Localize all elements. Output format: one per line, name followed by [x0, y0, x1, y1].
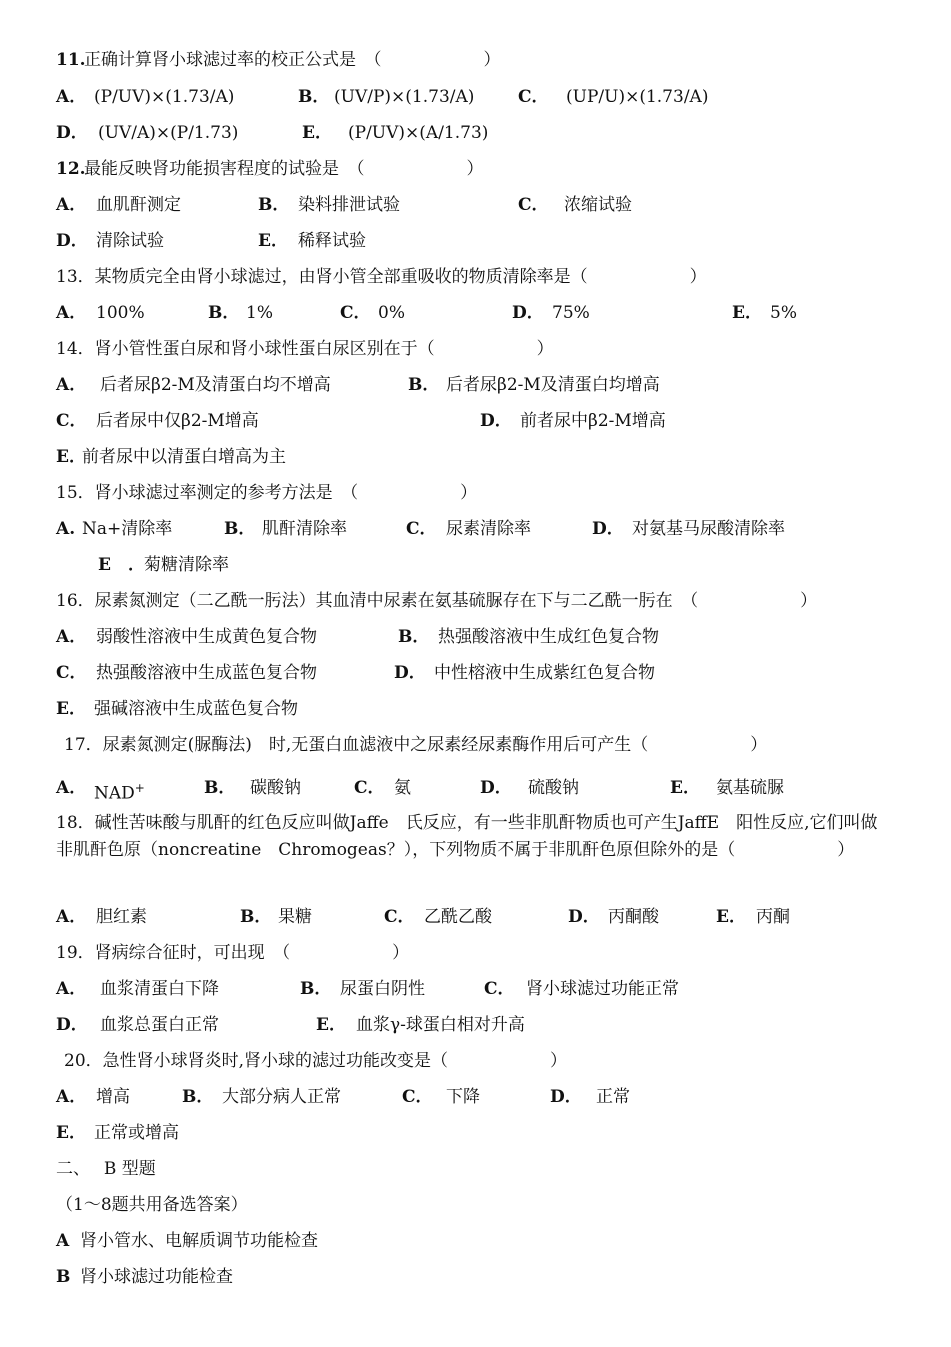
- option-letter: D．: [480, 778, 512, 798]
- option-letter: C．: [484, 979, 515, 999]
- option-text: Na+清除率: [82, 519, 173, 539]
- option-text: 肾小管水、电解质调节功能检查: [80, 1231, 318, 1251]
- option-letter: D．: [56, 231, 88, 251]
- option-text: 肾小球滤过功能检查: [80, 1267, 233, 1287]
- question-stem: 13．某物质完全由肾小球滤过，由肾小管全部重吸收的物质清除率是（ ）: [56, 267, 707, 287]
- option-letter: B．: [182, 1087, 214, 1107]
- option-text: 后者尿中仅β2-M增高: [96, 411, 259, 431]
- option-text: 氨: [394, 778, 411, 798]
- option-text: 后者尿β2-M及清蛋白均不增高: [100, 375, 331, 395]
- option-text: 血浆γ-球蛋白相对升高: [356, 1015, 525, 1035]
- option-text: 清除试验: [96, 231, 164, 251]
- option-text: 中性榕液中生成紫红色复合物: [434, 663, 655, 683]
- question-stem: 20．急性肾小球肾炎时,肾小球的滤过功能改变是（ ）: [64, 1051, 568, 1071]
- option-letter: A．: [56, 303, 87, 323]
- option-text: NAD+: [94, 781, 145, 804]
- option-letter: D．: [56, 1015, 88, 1035]
- option-letter: B．: [240, 907, 272, 927]
- option-letter: E．: [56, 447, 86, 467]
- option-letter: C．: [354, 778, 385, 798]
- option-letter: B: [56, 1267, 71, 1287]
- option-letter: A．: [56, 979, 87, 999]
- option-text: (P/UV)×(A/1.73): [348, 123, 489, 143]
- option-letter: C．: [518, 195, 549, 215]
- option-text: 弱酸性溶液中生成黄色复合物: [96, 627, 317, 647]
- option-letter: E．: [258, 231, 288, 251]
- option-letter: D．: [512, 303, 544, 323]
- question-stem: 14．肾小管性蛋白尿和肾小球性蛋白尿区别在于（ ）: [56, 339, 554, 359]
- option-letter: B．: [208, 303, 240, 323]
- option-letter: E．: [316, 1015, 346, 1035]
- option-text: 丙酮: [756, 907, 790, 927]
- option-text: 热强酸溶液中生成红色复合物: [438, 627, 659, 647]
- superscript-plus: +: [134, 781, 145, 795]
- question-stem: 正确计算肾小球滤过率的校正公式是 （ ）: [84, 50, 501, 70]
- option-text: 正常或增高: [94, 1123, 179, 1143]
- question-number: 12.: [56, 159, 86, 179]
- option-letter: A.: [56, 519, 76, 539]
- option-text: 肌酐清除率: [262, 519, 347, 539]
- option-letter: E．: [716, 907, 746, 927]
- shared-options-note: （1～8题共用备选答案）: [56, 1195, 248, 1215]
- option-text: 菊糖清除率: [144, 555, 229, 575]
- option-text: 0%: [378, 303, 405, 323]
- option-letter: A．: [56, 778, 87, 798]
- option-text: 尿蛋白阴性: [340, 979, 425, 999]
- option-letter: E．: [732, 303, 762, 323]
- option-text: 对氨基马尿酸清除率: [632, 519, 785, 539]
- question-stem: 19．肾病综合征时，可出现 （ ）: [56, 943, 410, 963]
- option-letter: C．: [384, 907, 415, 927]
- option-text: 碳酸钠: [250, 778, 301, 798]
- option-text: 下降: [446, 1087, 480, 1107]
- option-text: (UV/P)×(1.73/A): [334, 87, 475, 107]
- question-18-stem: 18．碱性苦味酸与肌酐的红色反应叫做Jaffe 氏反应，有一些非肌酐物质也可产生JaffE 阳性反应,它们叫做非肌酐色原（noncreatine Chromogeas？），下列物质不属于非肌酐色原但除外的是（ ）: [56, 813, 878, 860]
- option-letter: A．: [56, 1087, 87, 1107]
- option-text: 75%: [552, 303, 590, 323]
- option-letter: A．: [56, 907, 87, 927]
- option-letter: D．: [550, 1087, 582, 1107]
- option-letter: E．: [56, 1123, 86, 1143]
- option-text: 5%: [770, 303, 797, 323]
- question-number: 11.: [56, 50, 86, 70]
- option-letter: B．: [298, 87, 330, 107]
- question-stem: 17．尿素氮测定(脲酶法) 时,无蛋白血滤液中之尿素经尿素酶作用后可产生（ ）: [64, 735, 768, 755]
- option-letter: A．: [56, 87, 87, 107]
- option-letter: B．: [204, 778, 236, 798]
- option-text: 肾小球滤过功能正常: [526, 979, 679, 999]
- option-text: 硫酸钠: [528, 778, 579, 798]
- option-text: 尿素清除率: [446, 519, 531, 539]
- option-text: 浓缩试验: [564, 195, 632, 215]
- option-letter: C．: [406, 519, 437, 539]
- option-letter: A．: [56, 195, 87, 215]
- option-letter: D．: [568, 907, 600, 927]
- option-text: 胆红素: [96, 907, 147, 927]
- option-text: 100%: [96, 303, 145, 323]
- option-text: 热强酸溶液中生成蓝色复合物: [96, 663, 317, 683]
- option-text: 前者尿中以清蛋白增高为主: [82, 447, 286, 467]
- option-letter: B．: [408, 375, 440, 395]
- option-text: 前者尿中β2-M增高: [520, 411, 666, 431]
- option-letter: C．: [56, 663, 87, 683]
- option-letter: B．: [224, 519, 256, 539]
- option-text: 染料排泄试验: [298, 195, 400, 215]
- option-letter: D．: [394, 663, 426, 683]
- option-text: 乙酰乙酸: [424, 907, 492, 927]
- option-letter: D．: [56, 123, 88, 143]
- option-letter: E ．: [98, 555, 145, 575]
- option-text: 丙酮酸: [608, 907, 659, 927]
- section-title: 二、 B 型题: [56, 1159, 156, 1179]
- option-letter: A．: [56, 627, 87, 647]
- option-letter: D．: [480, 411, 512, 431]
- option-text: 大部分病人正常: [222, 1087, 341, 1107]
- option-letter: E．: [56, 699, 86, 719]
- option-letter: C．: [56, 411, 87, 431]
- option-text: 后者尿β2-M及清蛋白均增高: [446, 375, 660, 395]
- option-text: 氨基硫脲: [716, 778, 784, 798]
- option-letter: C．: [340, 303, 371, 323]
- option-letter: B．: [398, 627, 430, 647]
- question-stem: 16．尿素氮测定（二乙酰一肟法）其血清中尿素在氨基硫脲存在下与二乙酰一肟在 （ ）: [56, 591, 818, 611]
- option-letter: E．: [302, 123, 332, 143]
- option-letter: A: [56, 1231, 70, 1251]
- option-letter: E．: [670, 778, 700, 798]
- option-letter: D．: [592, 519, 624, 539]
- option-letter: A．: [56, 375, 87, 395]
- option-text: (P/UV)×(1.73/A): [94, 87, 235, 107]
- option-text: 血浆清蛋白下降: [100, 979, 219, 999]
- option-letter: C．: [402, 1087, 433, 1107]
- option-text: 血浆总蛋白正常: [100, 1015, 219, 1035]
- option-text: 强碱溶液中生成蓝色复合物: [94, 699, 298, 719]
- option-text: 血肌酐测定: [96, 195, 181, 215]
- option-text: (UV/A)×(P/1.73): [98, 123, 239, 143]
- option-text: 稀释试验: [298, 231, 366, 251]
- option-letter: C．: [518, 87, 549, 107]
- question-stem: 最能反映肾功能损害程度的试验是 （ ）: [84, 159, 484, 179]
- option-letter: B．: [300, 979, 332, 999]
- option-letter: B．: [258, 195, 290, 215]
- option-text: 果糖: [278, 907, 312, 927]
- option-text: (UP/U)×(1.73/A): [566, 87, 709, 107]
- option-text: 1%: [246, 303, 273, 323]
- question-stem: 15．肾小球滤过率测定的参考方法是 （ ）: [56, 483, 478, 503]
- option-text: 增高: [96, 1087, 130, 1107]
- option-text: 正常: [596, 1087, 630, 1107]
